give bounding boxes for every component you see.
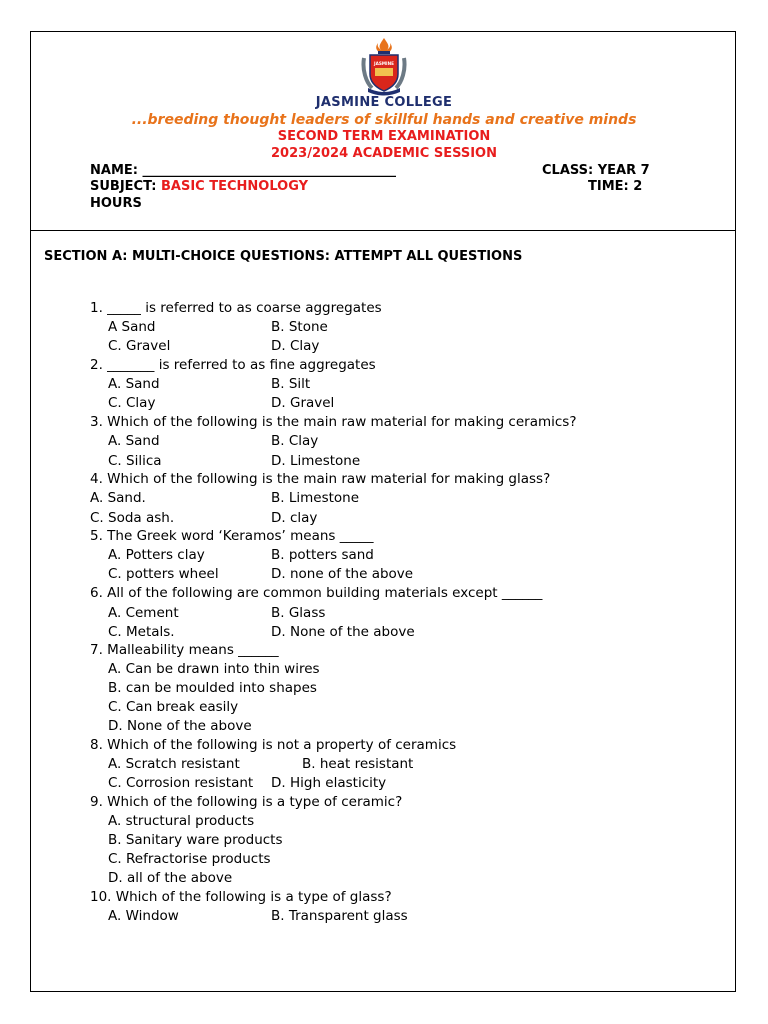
question-2-option-b: B. Silt — [271, 376, 311, 392]
class-field: CLASS: YEAR 7 — [542, 163, 650, 178]
section-title: SECTION A: MULTI-CHOICE QUESTIONS: ATTEMPT ALL QUESTIONS — [44, 249, 523, 264]
question-3-option-d: D. Limestone — [271, 453, 361, 469]
question-8-option-d: D. High elasticity — [271, 775, 387, 791]
time-field: TIME: 2 — [588, 179, 643, 194]
question-6-option-b: B. Glass — [271, 605, 326, 621]
question-7-option-d: D. None of the above — [108, 718, 252, 734]
question-9-option-b: B. Sanitary ware products — [108, 832, 283, 848]
question-4: 4. Which of the following is the main raw material for making glass? — [90, 471, 551, 487]
question-4-option-d: D. clay — [271, 510, 318, 526]
subject-field — [90, 179, 308, 194]
question-8-option-a: A. Scratch resistant — [108, 756, 240, 772]
question-1-option-d: D. Clay — [271, 338, 320, 354]
question-1-option-b: B. Stone — [271, 319, 328, 335]
header-divider — [31, 230, 735, 231]
question-3-option-a: A. Sand — [108, 433, 160, 449]
question-6-option-d: D. None of the above — [271, 624, 415, 640]
question-9-option-c: C. Refractorise products — [108, 851, 271, 867]
question-5-option-c: C. potters wheel — [108, 566, 219, 582]
question-8: 8. Which of the following is not a property of ceramics — [90, 737, 457, 753]
question-1: 1. _____ is referred to as coarse aggregates — [90, 300, 382, 316]
question-4-option-b: B. Limestone — [271, 490, 360, 506]
question-10-option-a: A. Window — [108, 908, 179, 924]
college-name: JASMINE COLLEGE — [315, 95, 453, 110]
question-2-option-a: A. Sand — [108, 376, 160, 392]
subject-label: SUBJECT: — [90, 179, 157, 194]
question-1-option-a: A Sand — [108, 319, 156, 335]
name-field: NAME: _______________________________________ — [90, 163, 396, 178]
hours-label: HOURS — [90, 196, 142, 211]
exam-title: SECOND TERM EXAMINATION — [277, 129, 491, 144]
question-8-option-b: B. heat resistant — [302, 756, 414, 772]
svg-text:JASMINE: JASMINE — [374, 61, 394, 66]
question-6-option-c: C. Metals. — [108, 624, 175, 640]
question-5: 5. The Greek word ‘Keramos’ means _____ — [90, 528, 374, 544]
question-10: 10. Which of the following is a type of glass? — [90, 889, 392, 905]
question-10-option-b: B. Transparent glass — [271, 908, 408, 924]
question-5-option-d: D. none of the above — [271, 566, 414, 582]
question-2-option-d: D. Gravel — [271, 395, 335, 411]
college-motto: ...breeding thought leaders of skillful hands and creative minds — [131, 112, 637, 128]
academic-session: 2023/2024 ACADEMIC SESSION — [271, 146, 497, 161]
question-1-option-c: C. Gravel — [108, 338, 171, 354]
question-9: 9. Which of the following is a type of ceramic? — [90, 794, 403, 810]
question-2: 2. _______ is referred to as fine aggregates — [90, 357, 376, 373]
question-7-option-c: C. Can break easily — [108, 699, 239, 715]
question-2-option-c: C. Clay — [108, 395, 156, 411]
question-7-option-b: B. can be moulded into shapes — [108, 680, 317, 696]
question-4-option-a: A. Sand. — [90, 490, 146, 506]
question-5-option-b: B. potters sand — [271, 547, 374, 563]
question-4-option-c: C. Soda ash. — [90, 510, 175, 526]
question-7-option-a: A. Can be drawn into thin wires — [108, 661, 320, 677]
question-9-option-a: A. structural products — [108, 813, 255, 829]
question-3-option-b: B. Clay — [271, 433, 319, 449]
question-3: 3. Which of the following is the main raw material for making ceramics? — [90, 414, 577, 430]
question-6: 6. All of the following are common building materials except ______ — [90, 585, 543, 601]
question-7: 7. Malleability means ______ — [90, 642, 279, 658]
college-crest-logo — [358, 36, 410, 98]
subject-value: BASIC TECHNOLOGY — [160, 179, 308, 194]
question-8-option-c: C. Corrosion resistant — [108, 775, 254, 791]
question-3-option-c: C. Silica — [108, 453, 162, 469]
question-6-option-a: A. Cement — [108, 605, 179, 621]
question-5-option-a: A. Potters clay — [108, 547, 205, 563]
question-9-option-d: D. all of the above — [108, 870, 233, 886]
